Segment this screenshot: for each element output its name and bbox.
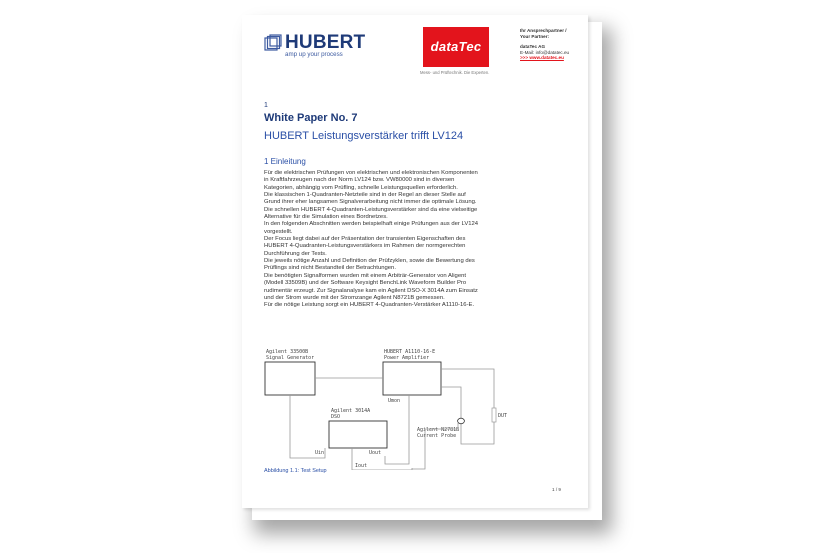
- signal-generator-box: [265, 362, 315, 395]
- signal-generator-label2: Signal Generator: [266, 355, 315, 361]
- wire-uin: [290, 395, 325, 458]
- body-line: Für die elektrischen Prüfungen von elektrischen und elektronischen Komponenten: [264, 170, 478, 176]
- body-line: Für die nötige Leistung sorgt ein HUBERT 4-Quadranten-Verstärker A1110-16-E.: [264, 302, 475, 309]
- hubert-logo-tagline: amp up your process: [285, 51, 343, 58]
- hubert-logo-name: HUBERT: [285, 32, 366, 53]
- contact-block: [520, 28, 590, 61]
- body-line: Der Focus liegt dabei auf der Präsentation der transienten Eigenschaften des: [264, 236, 466, 243]
- dso-label1: Agilent 3014A: [331, 408, 371, 414]
- dut-resistor: [492, 408, 496, 422]
- body-paragraph: [264, 170, 554, 310]
- body-line: Alternative für die Simulation eines Bordnetzes.: [264, 214, 388, 221]
- body-line: rudimentär erzeugt. Zur Signalanalyse kam ein Agilent DSO-X 3014A zum Einsatz: [264, 287, 478, 294]
- chapter-number: 1: [264, 102, 268, 109]
- body-line: HUBERT 4-Quadranten-Leistungsverstärkers im Rahmen der normgerechten: [264, 243, 466, 250]
- page-indicator: 1 / 9: [552, 487, 561, 492]
- wire-dut-return: [461, 422, 494, 444]
- document-title: White Paper No. 7: [264, 112, 358, 124]
- amplifier-box: [383, 362, 441, 395]
- datatec-tagline: Mess- und Prüftechnik. Die Experten.: [420, 70, 490, 75]
- body-line: Die schnellen HUBERT 4-Quadranten-Leistungsverstärker sind da eine vielseitige: [264, 206, 478, 213]
- body-line: und der Strom wurde mit der Stromzange Agilent N8721B gemessen.: [264, 294, 445, 301]
- body-line: Die klassischen 1-Quadranten-Netzteile sind in der Regel an dieser Stelle auf: [264, 192, 466, 199]
- iout-label: Iout: [355, 463, 368, 469]
- document-subtitle: HUBERT Leistungsverstärker trifft LV124: [264, 130, 464, 142]
- probe-label1: Agilent N2781B: [417, 427, 460, 433]
- document-page: [242, 15, 588, 508]
- body-line: (Modell 33509B) und der Software Keysight BenchLink Waveform Builder Pro: [264, 280, 467, 287]
- wire-umon: [385, 395, 409, 464]
- amplifier-label1: HUBERT A1110-16-E: [384, 349, 436, 355]
- uout-label: Uout: [369, 450, 382, 456]
- test-setup-diagram: [262, 345, 522, 470]
- uin-label: Uin: [315, 450, 325, 456]
- dut-label: DUT: [498, 413, 508, 419]
- datatec-logo-name: dataTec: [430, 39, 482, 54]
- contact-email[interactable]: E-Mail: info@datatec.eu: [520, 49, 570, 55]
- dso-box: [329, 421, 387, 448]
- hubert-logo: [264, 34, 384, 58]
- body-line: in Kraftfahrzeugen nach der Norm LV124 bzw. VW80000 sind in diversen: [264, 177, 455, 184]
- body-line: Die jeweils nötige Anzahl und Definition der Prüfzyklen, sowie die Bewertung des: [264, 258, 475, 265]
- contact-company: dataTec AG: [520, 44, 546, 50]
- datatec-logo: [423, 27, 489, 67]
- contact-website-link[interactable]: >>> www.datatec.eu: [520, 55, 564, 61]
- body-line: Prüflings sind nicht Bestandteil der Betrachtungen.: [264, 265, 396, 272]
- figure-caption: Abbildung 1.1: Test Setup: [264, 468, 327, 474]
- signal-generator-label1: Agilent 33500B: [266, 349, 309, 355]
- body-line: Durchführung der Tests.: [264, 250, 327, 257]
- wire-amp-probe: [441, 387, 461, 418]
- umon-label: Umon: [388, 398, 401, 404]
- probe-label2: Current Probe: [417, 433, 457, 439]
- body-line: Kategorien, abhängig vom Prüfling, schnelle Leistungsquellen erforderlich.: [264, 184, 458, 191]
- hubert-squares-icon: [264, 34, 282, 52]
- wire-amp-dut-top: [441, 369, 494, 408]
- body-line: In den folgenden Abschnitten werden beispielhaft einige Prüfungen aus der LV124: [264, 221, 479, 228]
- section-heading: 1 Einleitung: [264, 157, 306, 166]
- contact-heading-line2: Your Partner:: [520, 33, 550, 39]
- dso-label2: DSO: [331, 414, 341, 420]
- contact-heading-line1: Ihr Ansprechpartner /: [520, 28, 567, 33]
- body-line: vorgestellt.: [264, 228, 293, 235]
- body-line: Grund ihrer eher langsamen Signalverarbeitung nicht immer die optimale Lösung.: [264, 199, 477, 206]
- current-probe-symbol: [458, 418, 465, 424]
- body-line: Die benötigten Signalformen wurden mit einem Arbiträr-Generator von Aligent: [264, 272, 467, 279]
- amplifier-label2: Power Amplifier: [384, 355, 430, 361]
